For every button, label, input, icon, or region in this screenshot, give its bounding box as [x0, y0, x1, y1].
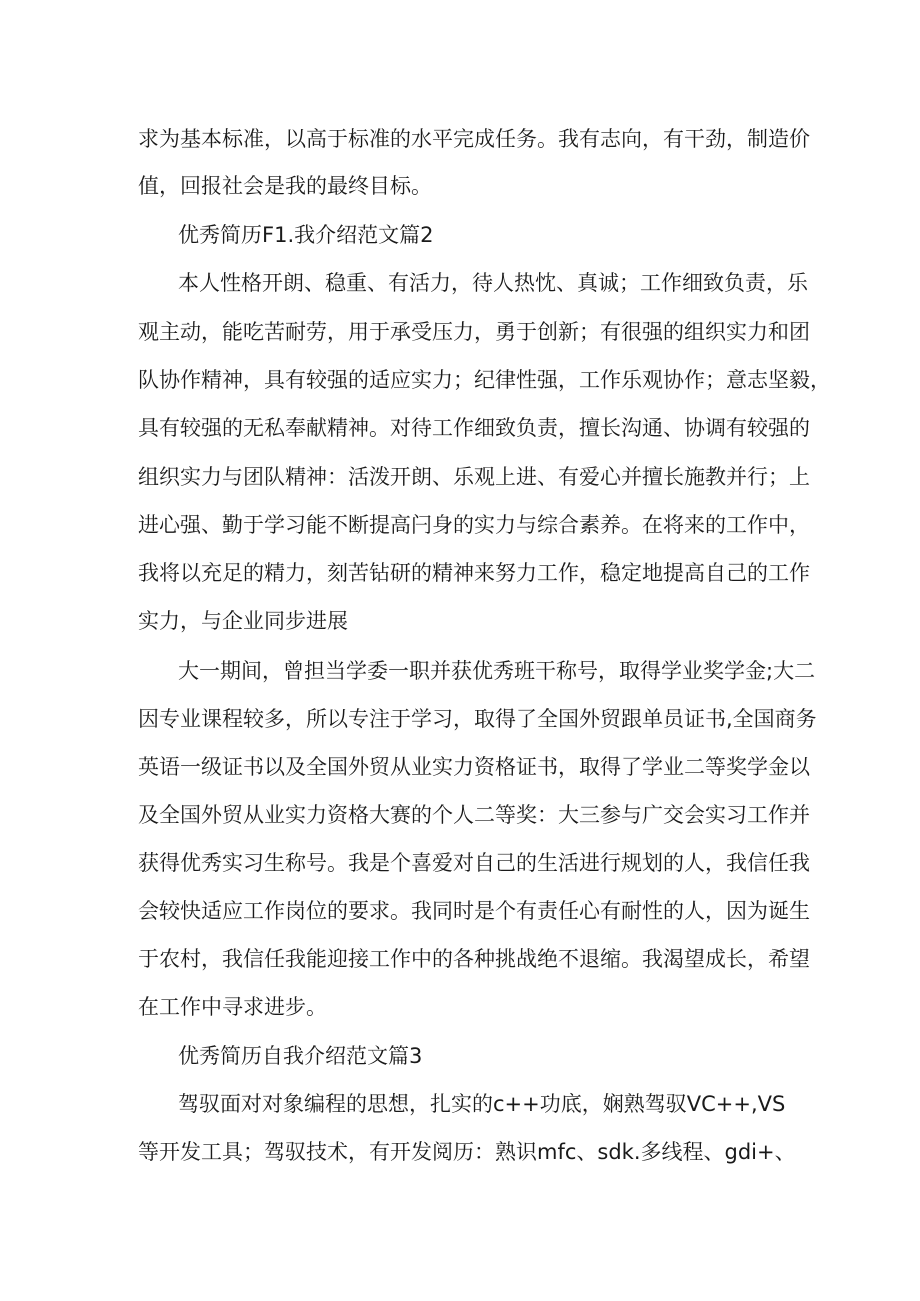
paragraph-start-line: 本人性格开朗、稳重、有活力，待人热忱、真诚；工作细致负责，乐: [178, 271, 808, 295]
section-heading: 优秀简历F1.我介绍范文篇2: [178, 223, 434, 247]
text-line: 会较快适应工作岗位的要求。我同时是个有责任心有耐性的人，因为诞生: [138, 899, 810, 923]
text-line: 值，回报社会是我的最终目标。: [138, 174, 432, 198]
text-line: 求为基本标准，以高于标准的水平完成任务。我有志向，有干劲，制造价: [138, 127, 810, 151]
text-line: 及全国外贸从业实力资格大赛的个人二等奖：大三参与广交会实习工作并: [138, 803, 810, 827]
text-line: 英语一级证书以及全国外贸从业实力资格证书，取得了学业二等奖学金以: [138, 755, 810, 779]
paragraph-start-line: 驾驭面对对象编程的思想，扎实的c++功底，娴熟驾驭VC++,VS: [178, 1092, 786, 1116]
text-line: 于农村，我信任我能迎接工作中的各种挑战绝不退缩。我渴望成长，希望: [138, 947, 810, 971]
text-line: 在工作中寻求进步。: [138, 995, 327, 1019]
text-line: 队协作精神，具有较强的适应实力；纪律性强，工作乐观协作；意志坚毅，: [138, 368, 831, 392]
paragraph-start-line: 大一期间，曾担当学委一职并获优秀班干称号，取得学业奖学金;大二: [178, 659, 816, 683]
section-heading: 优秀简历自我介绍范文篇3: [178, 1044, 423, 1068]
text-line: 因专业课程较多，所以专注于学习，取得了全国外贸跟单员证书,全国商务: [138, 707, 817, 731]
text-line: 我将以充足的精力，刻苦钻研的精神来努力工作，稳定地提高自己的工作: [138, 561, 810, 585]
text-line: 具有较强的无私奉献精神。对待工作细致负责，擅长沟通、协调有较强的: [138, 416, 810, 440]
text-line: 进心强、勤于学习能不断提高闩身的实力与综合素养。在将来的工作中，: [138, 513, 810, 537]
text-line: 等开发工具；驾驭技术，有开发阅历：熟识mfc、sdk.多线程、gdi+、: [138, 1140, 796, 1164]
text-line: 获得优秀实习生称号。我是个喜爱对自己的生活进行规划的人，我信任我: [138, 851, 810, 875]
text-line: 实力，与企业同步进展: [138, 609, 348, 633]
text-line: 观主动，能吃苦耐劳，用于承受压力，勇于创新；有很强的组织实力和团: [138, 320, 810, 344]
text-line: 组织实力与团队精神：活泼开朗、乐观上进、有爱心并擅长施教并行；上: [138, 465, 810, 489]
